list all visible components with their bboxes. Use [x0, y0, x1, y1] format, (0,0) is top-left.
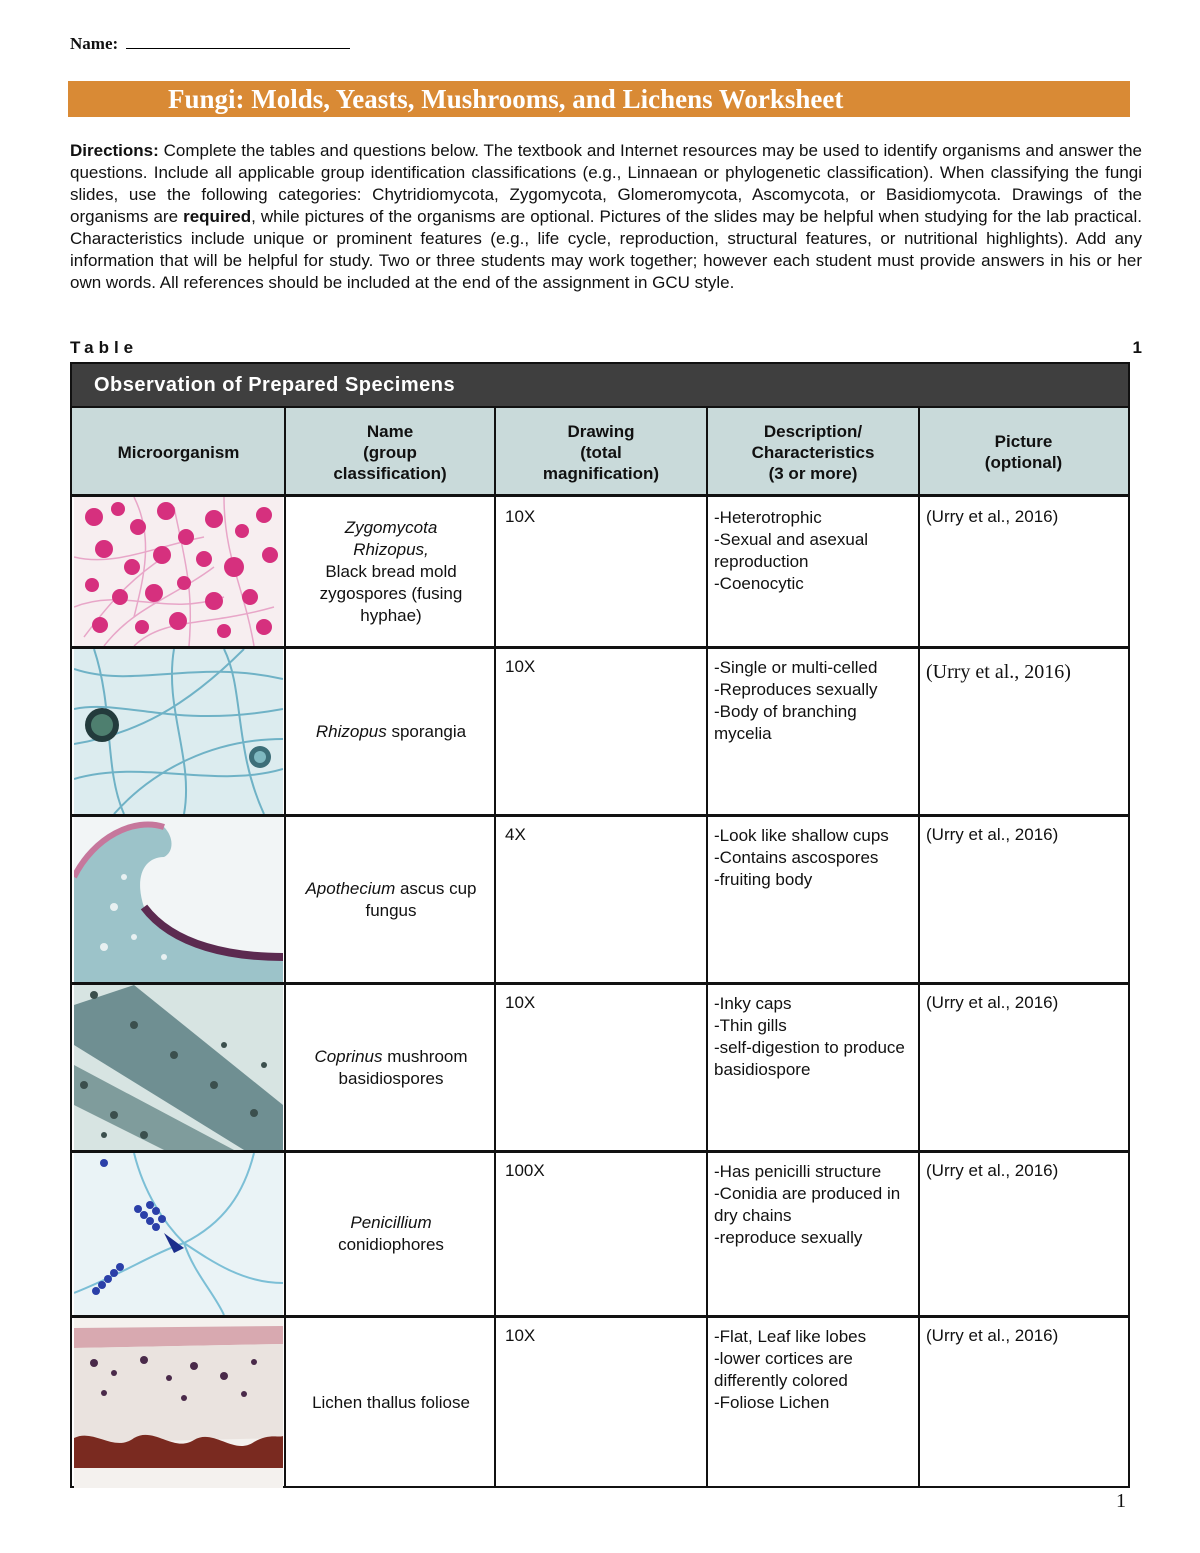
- table-row: [72, 982, 1128, 1150]
- organism-name: [287, 649, 495, 814]
- magnification: 4X: [505, 825, 526, 844]
- rhizopus-zygospore-micrograph: [74, 497, 283, 646]
- characteristics: -Flat, Leaf like lobes -lower cortices are differently colored -Foliose Lichen: [714, 1327, 867, 1412]
- name-line: zygospores (fusing: [319, 583, 463, 603]
- picture-reference: (Urry et al., 2016): [926, 1161, 1059, 1180]
- magnification: 10X: [505, 657, 536, 676]
- organism-name: [287, 497, 495, 646]
- picture-reference: (Urry et al., 2016): [926, 507, 1059, 526]
- name-italic: Coprinus: [314, 1046, 383, 1066]
- name-field: [70, 34, 350, 54]
- name-italic: Apothecium: [305, 878, 396, 898]
- col-header-drawing: Drawing (total magnification): [542, 421, 660, 483]
- worksheet-title: Fungi: Molds, Yeasts, Mushrooms, and Lichens Worksheet: [168, 84, 844, 114]
- col-header-picture: Picture (optional): [984, 432, 1063, 472]
- name-label: Name:: [70, 34, 119, 53]
- organism-name: [287, 1153, 495, 1315]
- name-text: [316, 721, 466, 743]
- picture-reference: (Urry et al., 2016): [926, 661, 1071, 683]
- table-title-bar: [72, 364, 1128, 408]
- rhizopus-sporangia-micrograph: [74, 649, 283, 814]
- organism-name: [287, 985, 495, 1150]
- lichen-micrograph: [74, 1318, 283, 1488]
- name-rest: sporangia: [386, 721, 467, 741]
- name-rest: conidiophores: [338, 1235, 444, 1254]
- penicillium-micrograph: [74, 1153, 283, 1315]
- directions-paragraph: [70, 140, 1142, 294]
- name-text: [287, 1046, 495, 1090]
- organism-name: [287, 1318, 495, 1488]
- col-header-description: Description/ Characteristics (3 or more): [751, 421, 875, 483]
- table-caption-label: Table: [70, 338, 139, 357]
- picture-reference: (Urry et al., 2016): [926, 1326, 1059, 1345]
- name-text: Lichen thallus foliose: [312, 1393, 470, 1412]
- magnification: 100X: [505, 1161, 545, 1180]
- specimen-table: [70, 362, 1130, 1488]
- name-italic: Rhizopus: [315, 721, 387, 741]
- table-row: [72, 1150, 1128, 1315]
- directions-text-1: Complete the tables and questions below. The textbook and Internet resources may be used to identify organisms and answer the questions. Include all applicable group identification classifications (e.g., Linnaean or phylogenetic classification). When classifying the fungi slides, use the following categories: Chytridiomycota, Zygomycota, Glomeromycota, Ascomycota, or Basidiomycota. Drawings of the organisms are: [70, 141, 1142, 226]
- magnification: 10X: [505, 507, 536, 526]
- coprinus-micrograph: [74, 985, 283, 1150]
- name-text: [287, 878, 495, 922]
- magnification: 10X: [505, 1326, 536, 1345]
- directions-label: Directions:: [70, 141, 159, 160]
- name-line: Rhizopus,: [353, 539, 429, 559]
- table-caption: [70, 338, 1142, 358]
- col-header-microorganism: Microorganism: [117, 442, 240, 462]
- table-caption-number: 1: [1132, 338, 1142, 357]
- col-header-name: Name (group classification): [333, 421, 447, 483]
- column-header-row: [72, 408, 1128, 496]
- name-rest: ascus cup fungus: [365, 878, 477, 920]
- characteristics: -Look like shallow cups -Contains ascospores -fruiting body: [714, 826, 889, 889]
- page-number: 1: [1116, 1490, 1126, 1512]
- organism-name: [287, 817, 495, 982]
- table-row: [72, 814, 1128, 982]
- name-blank-line[interactable]: [126, 34, 350, 49]
- characteristics: -Single or multi-celled -Reproduces sexually -Body of branching mycelia: [714, 658, 878, 743]
- name-italic: Penicillium: [350, 1213, 432, 1232]
- picture-reference: (Urry et al., 2016): [926, 825, 1059, 844]
- table-row: [72, 1315, 1128, 1488]
- name-line: Black bread mold: [325, 561, 457, 581]
- magnification: 10X: [505, 993, 536, 1012]
- name-rest: mushroom basidiospores: [338, 1046, 468, 1088]
- table-row: [72, 494, 1128, 646]
- characteristics: -Inky caps -Thin gills -self-digestion to produce basidiospore: [714, 994, 905, 1079]
- characteristics: -Heterotrophic -Sexual and asexual reproduction -Coenocytic: [714, 508, 869, 593]
- table-row: [72, 646, 1128, 814]
- picture-reference: (Urry et al., 2016): [926, 993, 1059, 1012]
- directions-text-2: , while pictures of the organisms are optional. Pictures of the slides may be helpful when studying for the lab practical. Characteristics include unique or prominent features (e.g., life cycle, reproduction, structural features, or nutritional highlights). Add any information that will be helpful for study. Two or three students may work together; however each student must provide answers in his or her own words. All references should be included at the end of the assignment in GCU style.: [70, 207, 1142, 292]
- directions-bold-word: required: [183, 207, 252, 226]
- name-line: Zygomycota: [344, 517, 438, 537]
- characteristics: -Has penicilli structure -Conidia are produced in dry chains -reproduce sexually: [714, 1162, 901, 1247]
- name-line: hyphae): [360, 605, 422, 625]
- table-title: Observation of Prepared Specimens: [94, 374, 456, 396]
- apothecium-micrograph: [74, 817, 283, 982]
